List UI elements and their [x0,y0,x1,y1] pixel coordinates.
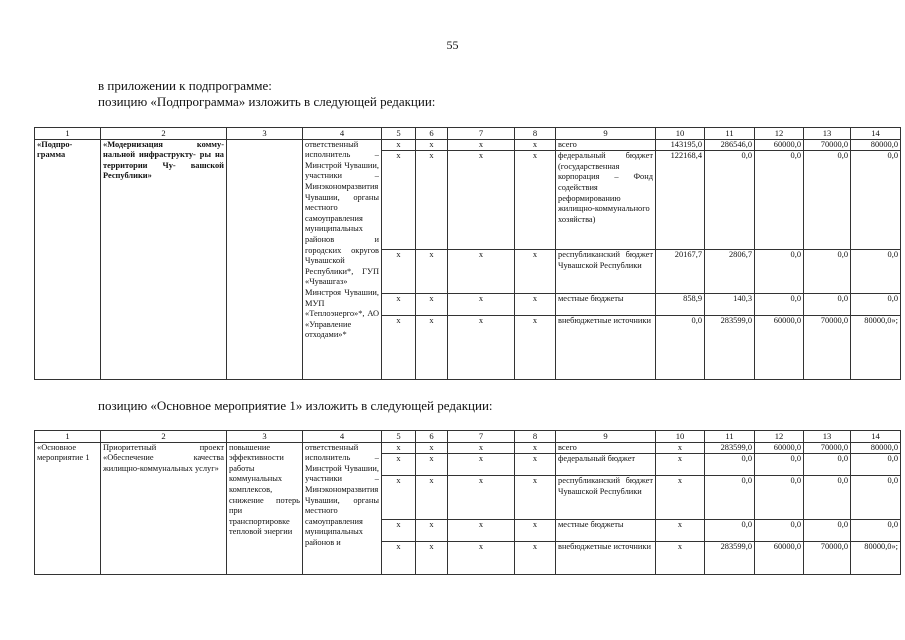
cell: x [448,454,515,476]
value-cell: 80000,0»; [851,316,901,380]
value-cell: 0,0 [851,520,901,542]
cell: x [382,151,416,250]
funding-source: внебюджетные источники [556,316,656,380]
value-cell: 60000,0 [755,316,804,380]
cell: x [416,294,448,316]
value-cell: 2806,7 [705,250,755,294]
result-cell: повышение эффективности работы коммунальных комплексов, снижение потерь при транспортировке тепловой энергии [227,442,303,575]
table-row [35,139,901,151]
col-number: 9 [556,431,656,443]
funding-source: федеральный бюджет [556,454,656,476]
value-cell: 70000,0 [804,139,851,151]
value-cell: 0,0 [804,294,851,316]
col-number: 11 [705,128,755,140]
executors-cell: ответственный исполнитель – Минстрой Чувашии, участники – Минэкономразвития Чувашии, органы местного самоуправления муниципальных районов и [303,442,382,575]
cell: x [382,520,416,542]
column-number-row [35,128,901,140]
col-number: 1 [35,431,101,443]
cell: x [515,294,556,316]
col-number: 3 [227,431,303,443]
cell: x [448,476,515,520]
cell: x [515,454,556,476]
position-name: «Подпро- грамма [35,139,101,380]
col-number: 4 [303,431,382,443]
value-cell: 140,3 [705,294,755,316]
col-number: 5 [382,128,416,140]
col-number: 14 [851,128,901,140]
cell: x [416,139,448,151]
value-cell: 0,0 [705,476,755,520]
col-number: 8 [515,128,556,140]
value-cell: 0,0 [656,316,705,380]
value-cell: 0,0 [804,250,851,294]
value-cell: 283599,0 [705,316,755,380]
intro-line-2: позицию «Подпрограмма» изложить в следующей редакции: [98,94,436,109]
page-number: 55 [446,38,459,52]
col-number: 3 [227,128,303,140]
col-number: 7 [448,128,515,140]
value-cell: 143195,0 [656,139,705,151]
value-cell: 0,0 [851,454,901,476]
cell: x [382,139,416,151]
col-number: 14 [851,431,901,443]
value-cell: 122168,4 [656,151,705,250]
value-cell: 858,9 [656,294,705,316]
cell: x [448,520,515,542]
funding-source: всего [556,442,656,454]
col-number: 8 [515,431,556,443]
funding-source: внебюджетные источники [556,542,656,575]
value-cell: 0,0 [705,454,755,476]
col-number: 10 [656,431,705,443]
cell: x [382,454,416,476]
cell: x [515,250,556,294]
activity-title: Приоритетный проект «Обеспечение качества жилищно-коммунальных услуг» [101,442,227,575]
value-cell: 60000,0 [755,442,804,454]
funding-source: республиканский бюджет Чувашской Республики [556,250,656,294]
col-number: 9 [556,128,656,140]
cell: x [416,250,448,294]
col-number: 12 [755,128,804,140]
value-cell: 80000,0 [851,139,901,151]
col-number: 4 [303,128,382,140]
result-cell [227,139,303,380]
subprogram-table [34,127,901,380]
col-number: 1 [35,128,101,140]
column-number-row [35,431,901,443]
cell: x [382,542,416,575]
funding-source: местные бюджеты [556,520,656,542]
cell: x [448,250,515,294]
cell: x [515,542,556,575]
cell: x [448,442,515,454]
value-cell: x [656,520,705,542]
value-cell: 0,0 [755,294,804,316]
value-cell: 0,0 [804,476,851,520]
cell: x [416,542,448,575]
cell: x [448,151,515,250]
col-number: 6 [416,431,448,443]
value-cell: 0,0 [755,250,804,294]
cell: x [416,454,448,476]
value-cell: 70000,0 [804,316,851,380]
value-cell: 0,0 [705,520,755,542]
cell: x [515,151,556,250]
col-number: 10 [656,128,705,140]
value-cell: 0,0 [755,520,804,542]
main-activity-table [34,430,901,575]
intro-line-1: в приложении к подпрограмме: [98,78,272,93]
executors-cell: ответственный исполнитель – Минстрой Чувашии, участники – Минэкономразвития Чувашии, органы местного самоуправления муниципальных районов и городских округов Чувашской Республики*, ГУП «Чувашгаз» Минстроя Чувашии, МУП «Теплоэнерго»*, АО «Управление отходами»* [303,139,382,380]
cell: x [416,316,448,380]
value-cell: 20167,7 [656,250,705,294]
value-cell: 0,0 [804,454,851,476]
cell: x [515,442,556,454]
col-number: 5 [382,431,416,443]
cell: x [448,294,515,316]
col-number: 12 [755,431,804,443]
cell: x [515,476,556,520]
value-cell: 60000,0 [755,139,804,151]
value-cell: 286546,0 [705,139,755,151]
value-cell: 80000,0 [851,442,901,454]
value-cell: 70000,0 [804,442,851,454]
col-number: 11 [705,431,755,443]
cell: x [416,476,448,520]
cell: x [448,542,515,575]
col-number: 2 [101,431,227,443]
col-number: 13 [804,431,851,443]
col-number: 7 [448,431,515,443]
col-number: 2 [101,128,227,140]
value-cell: 0,0 [851,294,901,316]
value-cell: x [656,542,705,575]
value-cell: x [656,442,705,454]
value-cell: 0,0 [851,151,901,250]
cell: x [416,520,448,542]
value-cell: x [656,454,705,476]
funding-source: местные бюджеты [556,294,656,316]
value-cell: 0,0 [851,250,901,294]
table-row [35,442,901,454]
value-cell: 0,0 [705,151,755,250]
col-number: 13 [804,128,851,140]
cell: x [382,250,416,294]
value-cell: 70000,0 [804,542,851,575]
cell: x [382,442,416,454]
value-cell: 0,0 [755,151,804,250]
cell: x [382,476,416,520]
value-cell: 0,0 [804,151,851,250]
cell: x [416,442,448,454]
cell: x [448,316,515,380]
value-cell: 0,0 [755,454,804,476]
cell: x [416,151,448,250]
cell: x [382,294,416,316]
value-cell: 0,0 [851,476,901,520]
cell: x [515,520,556,542]
value-cell: 60000,0 [755,542,804,575]
cell: x [515,139,556,151]
value-cell: 0,0 [804,520,851,542]
value-cell: 0,0 [755,476,804,520]
value-cell: x [656,476,705,520]
position-name: «Основное мероприятие 1 [35,442,101,575]
cell: x [382,316,416,380]
subprogram-title: «Модернизация комму- нальной инфраструкту- ры на территории Чу- вашской Республики» [101,139,227,380]
cell: x [448,139,515,151]
funding-source: федеральный бюджет (государственная корпорация – Фонд содействия реформированию жилищно-коммунального хозяйства) [556,151,656,250]
value-cell: 283599,0 [705,542,755,575]
funding-source: республиканский бюджет Чувашской Республики [556,476,656,520]
value-cell: 283599,0 [705,442,755,454]
funding-source: всего [556,139,656,151]
middle-line: позицию «Основное мероприятие 1» изложить в следующей редакции: [98,398,493,413]
cell: x [515,316,556,380]
value-cell: 80000,0»; [851,542,901,575]
col-number: 6 [416,128,448,140]
